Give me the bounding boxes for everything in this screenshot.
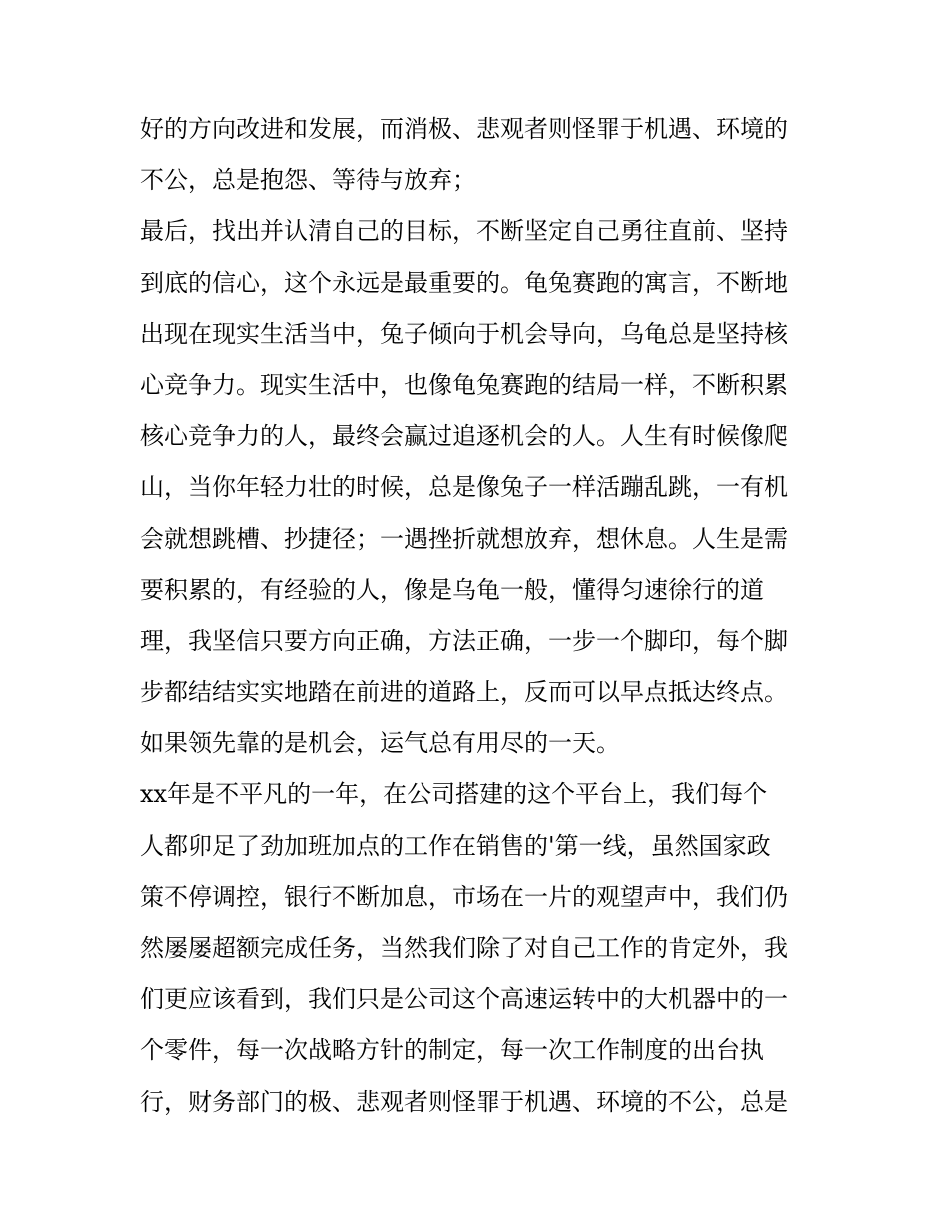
text-line: 出现在现实生活当中，兔子倾向于机会导向，乌龟总是坚持核 xyxy=(140,319,788,348)
text-line: 山，当你年轻力壮的时候，总是像兔子一样活蹦乱跳，一有机 xyxy=(140,473,788,502)
text-line: 人都卯足了劲加班加点的工作在销售的'第一线，虽然国家政 xyxy=(140,831,771,860)
text-line: 们更应该看到，我们只是公司这个高速运转中的大机器中的一 xyxy=(140,985,788,1014)
text-line: 会就想跳槽、抄捷径；一遇挫折就想放弃，想休息。人生是需 xyxy=(140,524,788,553)
text-line: 不公，总是抱怨、等待与放弃； xyxy=(140,166,476,195)
text-line: 理，我坚信只要方向正确，方法正确，一步一个脚印，每个脚 xyxy=(140,626,788,655)
text-line: xx年是不平凡的一年，在公司搭建的这个平台上，我们每个 xyxy=(140,780,768,809)
text-line: 最后，找出并认清自己的目标，不断坚定自己勇往直前、坚持 xyxy=(140,217,788,246)
text-line: 心竞争力。现实生活中，也像龟兔赛跑的结局一样，不断积累 xyxy=(140,370,788,399)
text-line: 步都结结实实地踏在前进的道路上，反而可以早点抵达终点。 xyxy=(140,678,788,707)
text-line: 好的方向改进和发展，而消极、悲观者则怪罪于机遇、环境的 xyxy=(140,115,788,143)
text-line: 核心竞争力的人，最终会赢过追逐机会的人。人生有时候像爬 xyxy=(140,422,788,451)
text-line: 如果领先靠的是机会，运气总有用尽的一天。 xyxy=(140,729,620,758)
text-line: 到底的信心，这个永远是最重要的。龟兔赛跑的寓言，不断地 xyxy=(140,268,788,297)
document-body xyxy=(140,104,820,1128)
text-line: 个零件，每一次战略方针的制定，每一次工作制度的出台执 xyxy=(140,1036,764,1065)
text-line: 行，财务部门的极、悲观者则怪罪于机遇、环境的不公，总是 xyxy=(140,1087,788,1116)
text-line: 然屡屡超额完成任务，当然我们除了对自己工作的肯定外，我 xyxy=(140,934,788,962)
text-line: 要积累的，有经验的人，像是乌龟一般，懂得匀速徐行的道 xyxy=(140,575,764,604)
text-line: 策不停调控，银行不断加息，市场在一片的观望声中，我们仍 xyxy=(140,882,788,911)
